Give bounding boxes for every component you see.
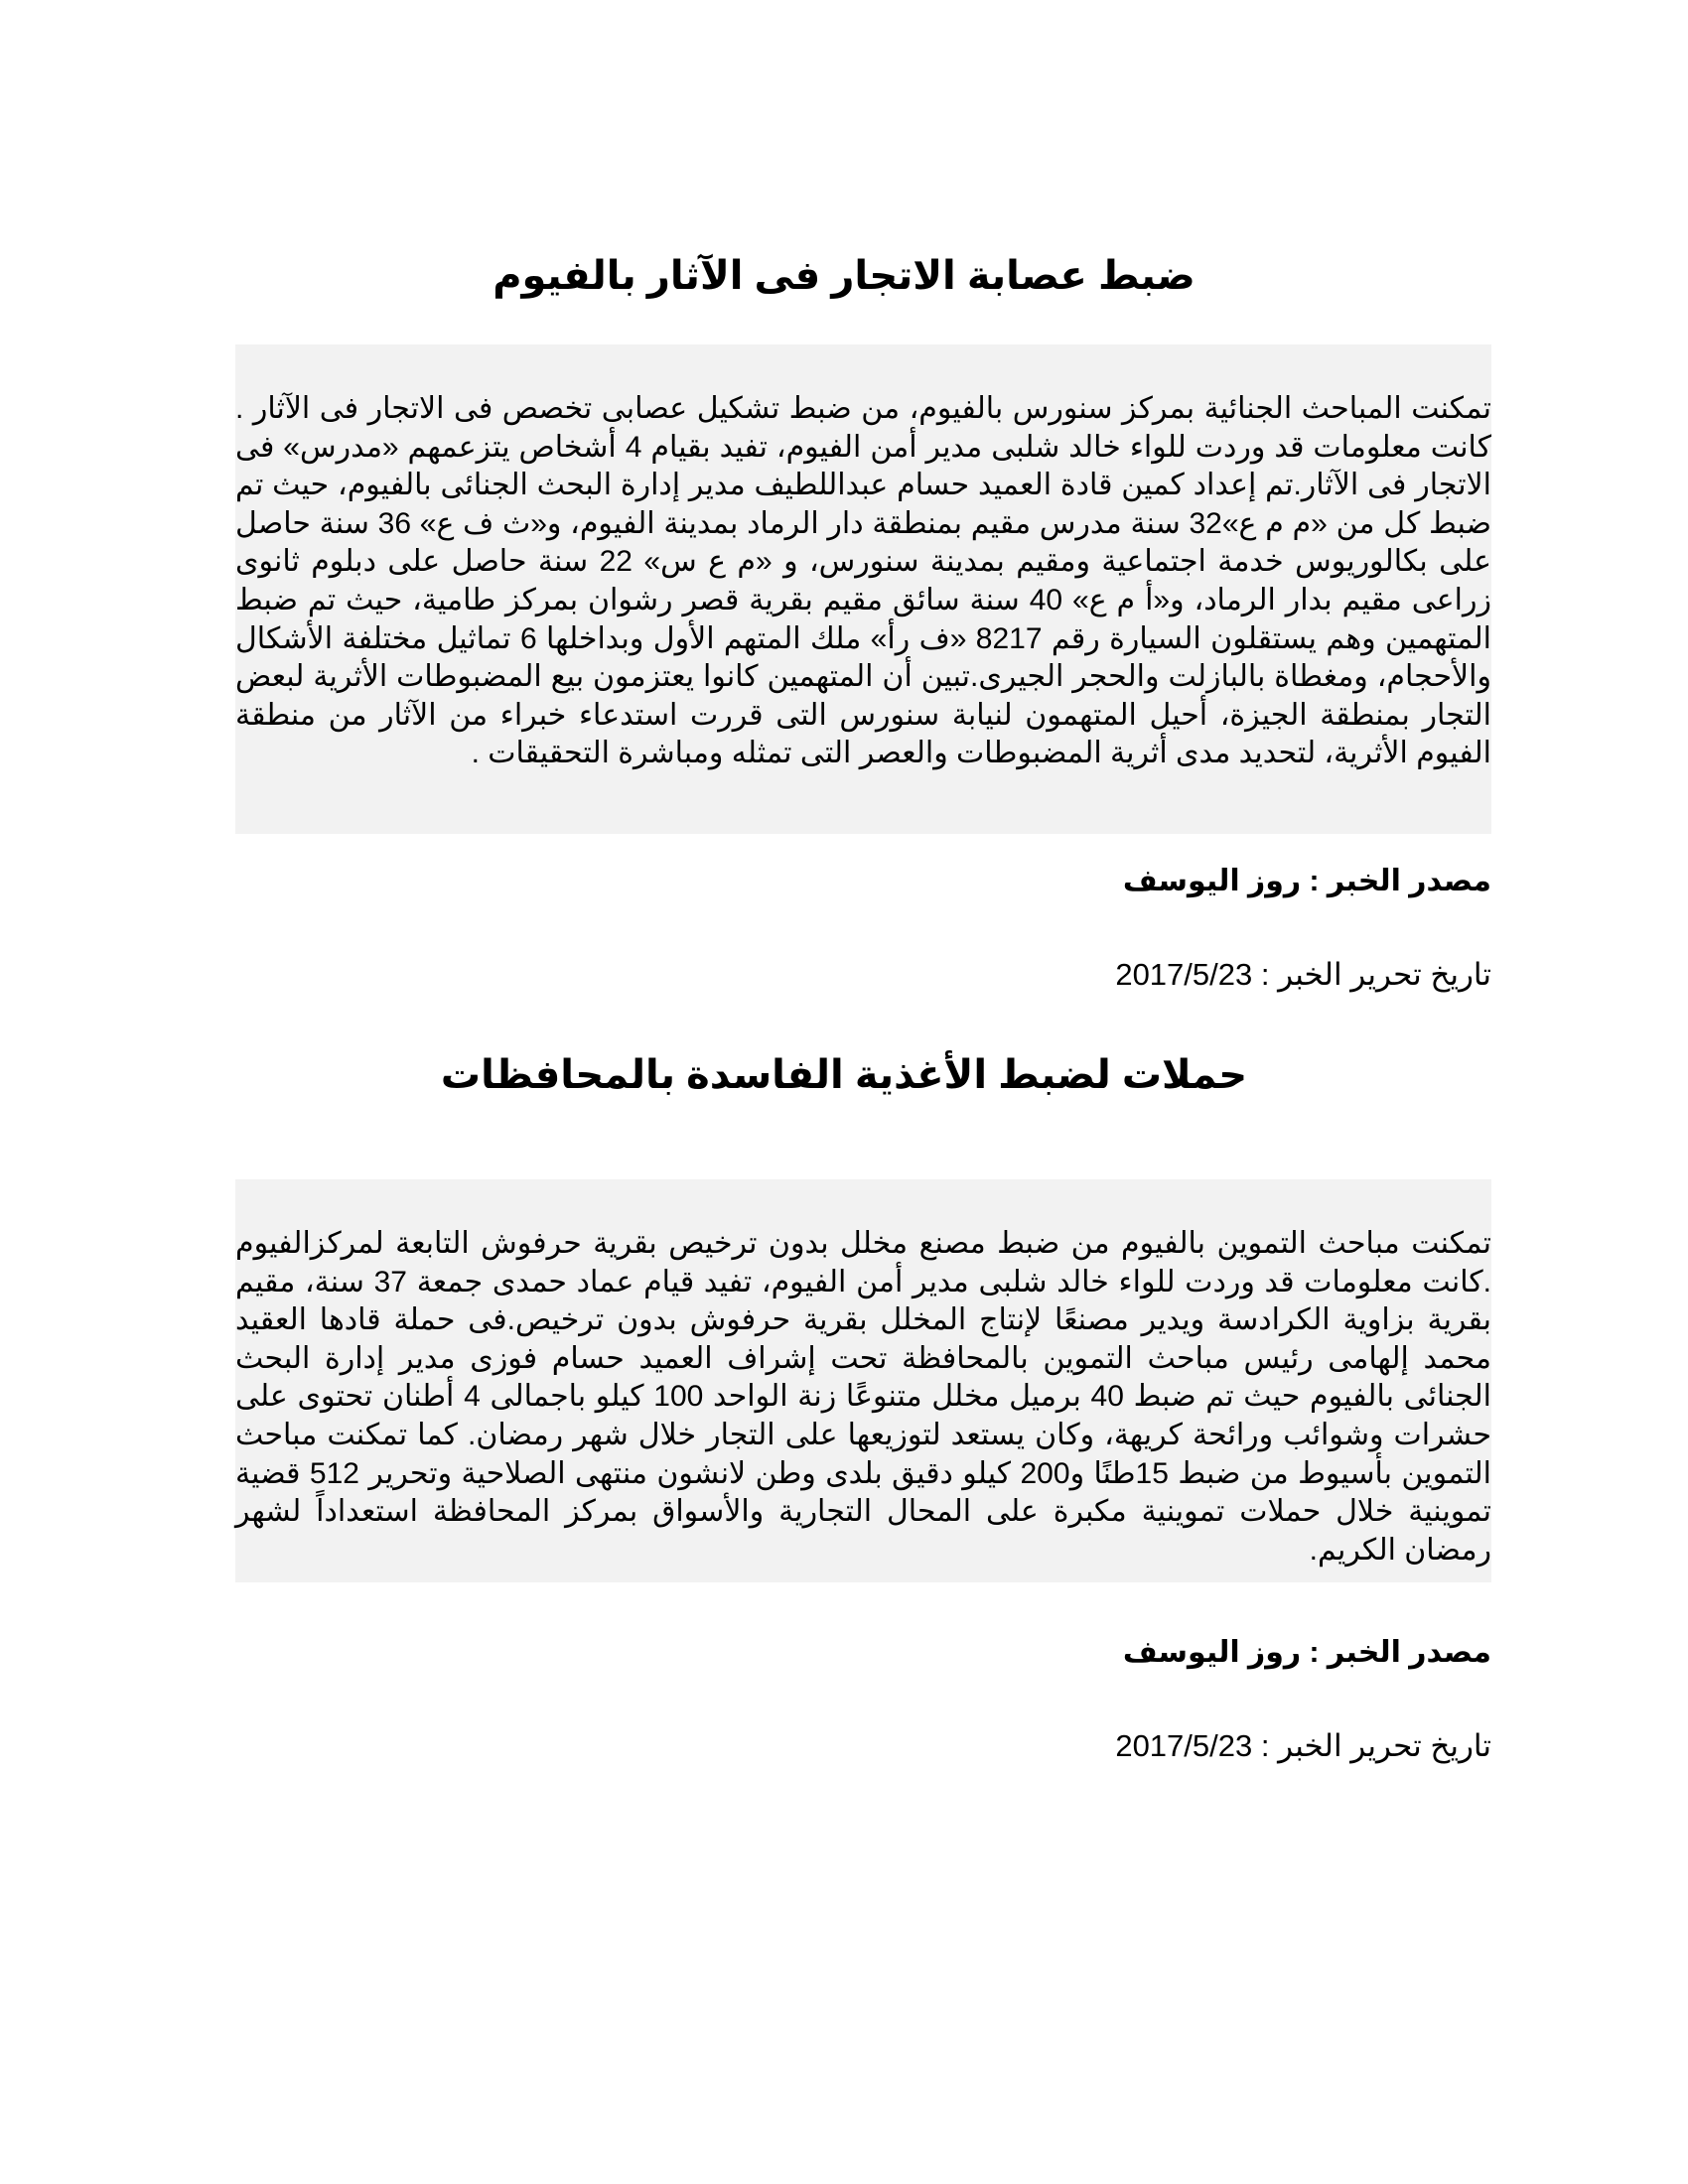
body-spacer	[235, 1179, 1491, 1225]
article-1-source: مصدر الخبر : روز اليوسف	[1122, 865, 1491, 897]
article-2-source: مصدر الخبر : روز اليوسف	[1122, 1636, 1491, 1669]
article-1-body	[235, 344, 1491, 834]
article-1-date: تاريخ تحرير الخبر : 2017/5/23	[1115, 957, 1491, 992]
article-1-body-text: تمكنت المباحث الجنائية بمركز سنورس بالفيوم، من ضبط تشكيل عصابى تخصص فى الاتجار فى الآثار . كانت معلومات قد وردت للواء خالد شلبى مدير أمن الفيوم، تفيد بقيام 4 أشخاص يتزعمهم «مدرس» فى الاتجار فى الآثار.تم إعداد كمين قادة العميد حسام عبداللطيف مدير إدارة البحث الجنائى بالفيوم، حيث تم ضبط كل من «م م ع»32 سنة مدرس مقيم بمنطقة دار الرماد بمدينة الفيوم، و«ث ف ع» 36 سنة حاصل على بكالوريوس خدمة اجتماعية ومقيم بمدينة سنورس، و «م ع س» 22 سنة حاصل على دبلوم ثانوى زراعى مقيم بدار الرماد، و«أ م ع» 40 سنة سائق مقيم بقرية قصر رشوان بمركز طامية، حيث تم ضبط المتهمين وهم يستقلون السيارة رقم 8217 «ف رأ» ملك المتهم الأول وبداخلها 6 تماثيل مختلفة الأشكال والأحجام، ومغطاة بالبازلت والحجر الجيرى.تبين أن المتهمين كانوا يعتزمون بيع المضبوطات الأثرية لبعض التجار بمنطقة الجيزة، أحيل المتهمون لنيابة سنورس التى قررت استدعاء خبراء من الآثار من منطقة الفيوم الأثرية، لتحديد مدى أثرية المضبوطات والعصر التى تمثله ومباشرة التحقيقات .	[235, 392, 1491, 770]
article-2-title: حملات لضبط الأغذية الفاسدة بالمحافظات	[440, 1053, 1248, 1097]
article-2-body	[235, 1179, 1491, 1582]
article-2-body-text: تمكنت مباحث التموين بالفيوم من ضبط مصنع مخلل بدون ترخيص بقرية حرفوش التابعة لمركزالفيوم .كانت معلومات قد وردت للواء خالد شلبى مدير أمن الفيوم، تفيد قيام عماد حمدى جمعة 37 سنة، مقيم بقرية بزاوية الكرادسة ويدير مصنعًا لإنتاج المخلل بقرية حرفوش بدون ترخيص.فى حملة قادها العقيد محمد إلهامى رئيس مباحث التموين بالمحافظة تحت إشراف العميد حسام فوزى مدير إدارة البحث الجنائى بالفيوم حيث تم ضبط 40 برميل مخلل متنوعًا زنة الواحد 100 كيلو باجمالى 4 أطنان تحتوى على حشرات وشوائب ورائحة كريهة، وكان يستعد لتوزيعها على التجار خلال شهر رمضان. كما تمكنت مباحث التموين بأسيوط من ضبط 15طنًا و200 كيلو دقيق بلدى وطن لانشون منتهى الصلاحية وتحرير 512 قضية تموينية خلال حملات تموينية مكبرة على المحال التجارية والأسواق بمركز المحافظة استعداداً لشهر رمضان الكريم.	[235, 1227, 1492, 1567]
article-2-date: تاريخ تحرير الخبر : 2017/5/23	[1115, 1728, 1491, 1763]
body-spacer	[235, 344, 1491, 390]
article-1-title: ضبط عصابة الاتجار فى الآثار بالفيوم	[492, 254, 1196, 298]
